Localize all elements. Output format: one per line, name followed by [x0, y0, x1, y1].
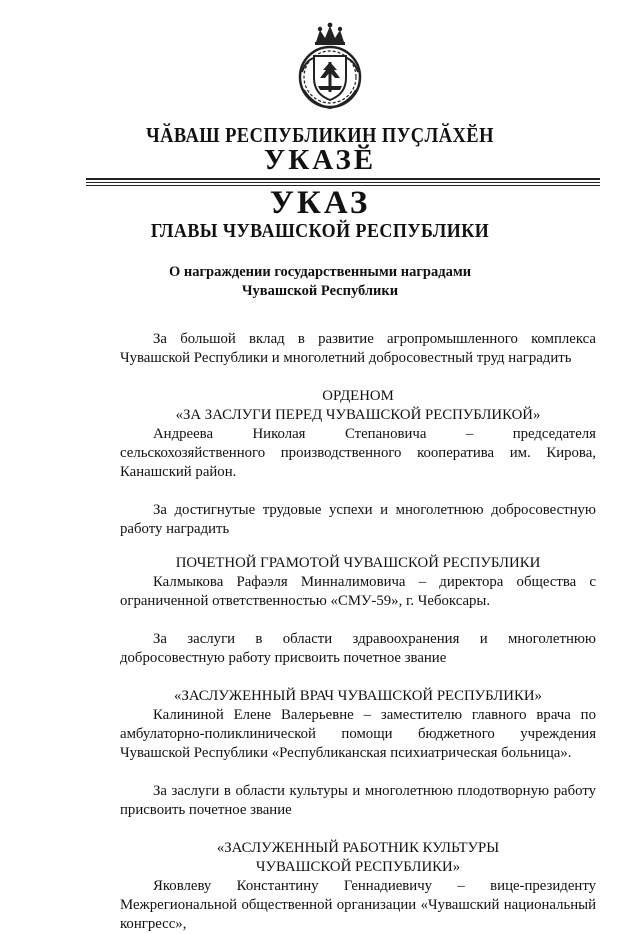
award-recipient-paragraph: Андреева Николая Степановича – председателя сельскохозяйственного производственного кооператива им. Кирова, Канашский район.	[120, 426, 596, 480]
russian-header-line: ГЛАВЫ ЧУВАШСКОЙ РЕСПУБЛИКИ	[150, 220, 490, 242]
russian-decree-title: УКАЗ	[269, 185, 371, 221]
award-intro-paragraph: За большой вклад в развитие агропромышленного комплекса Чувашской Республики и многолетний добросовестный труд наградить	[120, 331, 596, 366]
award-intro-paragraph: За заслуги в области культуры и многолетнюю плодотворную работу присвоить почетное звание	[120, 783, 596, 818]
subject-line: Чувашской Республики	[241, 283, 399, 299]
award-intro-paragraph: За заслуги в области здравоохранения и многолетнюю добросовестную работу присвоить почетное звание	[120, 631, 596, 666]
award-name: «ЗАСЛУЖЕННЫЙ РАБОТНИК КУЛЬТУРЫ	[216, 840, 500, 856]
decree-subject	[0, 263, 640, 301]
award-name: ЧУВАШСКОЙ РЕСПУБЛИКИ»	[255, 859, 461, 875]
decree-body	[120, 330, 596, 934]
award-recipient-paragraph: Калмыкова Рафаэля Минналимовича – директора общества с ограниченной ответственностью «СМУ-59», г. Чебоксары.	[120, 574, 596, 609]
award-intro-paragraph: За достигнутые трудовые успехи и многолетнюю добросовестную работу наградить	[120, 502, 596, 537]
award-recipient-paragraph: Яковлеву Константину Геннадиевичу – вице-президенту Межрегиональной общественной организации «Чувашский национальный конгресс»,	[120, 878, 596, 932]
header-divider	[86, 182, 600, 183]
subject-line: О награждении государственными наградами	[168, 264, 472, 280]
chuvash-header-line: ЧӐВАШ РЕСПУБЛИКИН ПУҪЛӐХӖН	[146, 123, 494, 147]
award-name: ОРДЕНОМ	[322, 388, 394, 404]
award-name: «ЗА ЗАСЛУГИ ПЕРЕД ЧУВАШСКОЙ РЕСПУБЛИКОЙ»	[175, 407, 541, 423]
chuvash-decree-title: УКАЗӖ	[263, 144, 377, 176]
award-recipient-paragraph: Калининой Елене Валерьевне – заместителю главного врача по амбулаторно-поликлинической помощи бюджетного учреждения Чувашской Республики «Республиканская психиатрическая больница».	[120, 707, 596, 761]
award-name: «ЗАСЛУЖЕННЫЙ ВРАЧ ЧУВАШСКОЙ РЕСПУБЛИКИ»	[174, 688, 542, 704]
header-divider	[86, 178, 600, 180]
award-name: ПОЧЕТНОЙ ГРАМОТОЙ ЧУВАШСКОЙ РЕСПУБЛИКИ	[175, 555, 541, 571]
chuvash-coat-of-arms-emblem	[290, 20, 370, 112]
